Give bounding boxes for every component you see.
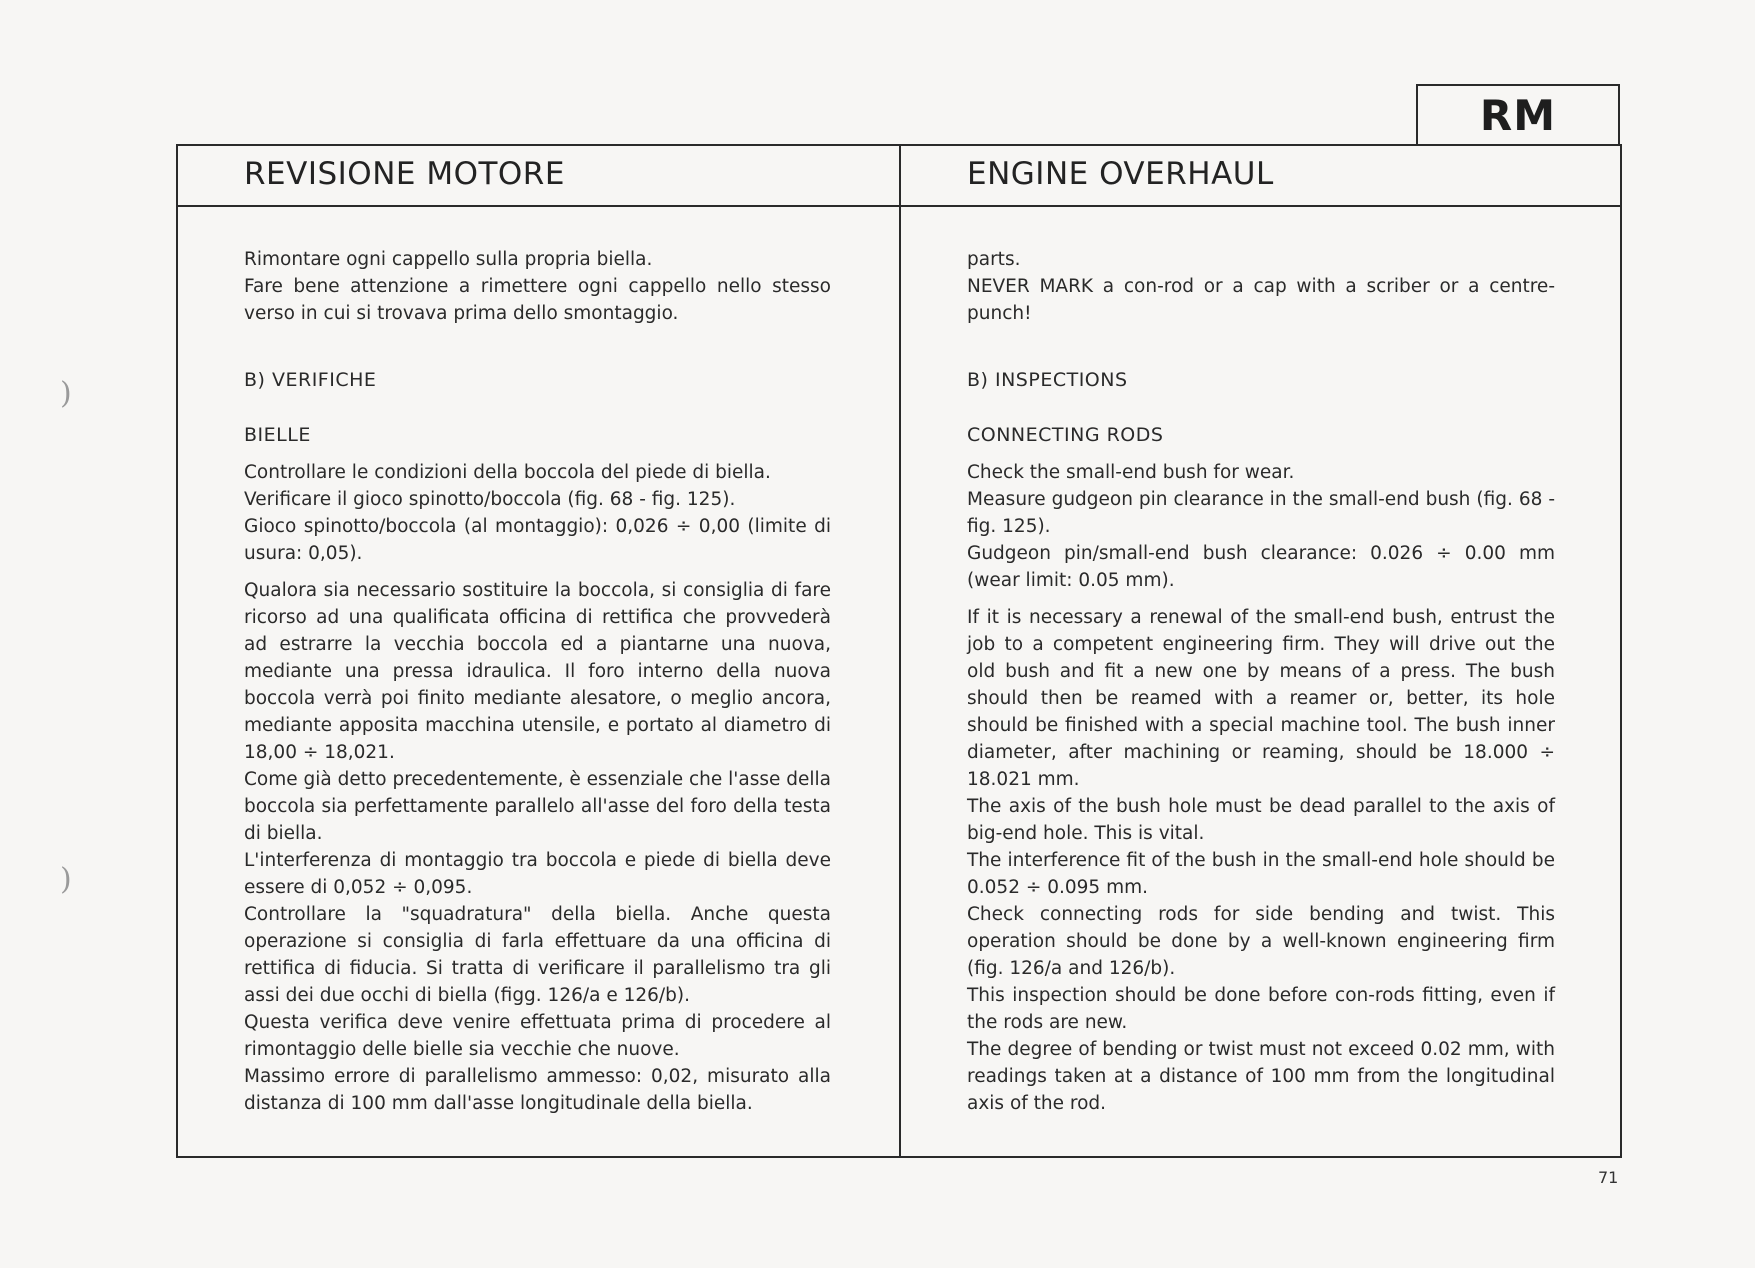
left-intro-line-2: Fare bene attenzione a rimettere ogni cappello nello stesso verso in cui si trovava prima dello smontaggio. [244, 276, 831, 324]
left-intro-line-1: Rimontare ogni cappello sulla propria biella. [244, 249, 653, 270]
left-para2-text-6: Massimo errore di parallelismo ammesso: 0,02, misurato alla distanza di 100 mm dall'asse longitudinale della biella. [244, 1066, 831, 1114]
right-column [967, 246, 1555, 1117]
left-subsection-heading: BIELLE [244, 424, 311, 446]
left-para1-line-2: Verificare il gioco spinotto/boccola (fig. 68 - fig. 125). [244, 489, 736, 510]
header-rule [176, 205, 1622, 207]
right-para1-line-2: Measure gudgeon pin clearance in the small-end bush (fig. 68 - fig. 125). [967, 489, 1555, 537]
left-para2-text-4: Controllare la "squadratura" della biella. Anche questa operazione si consiglia di farla effettuare da una officina di rettifica di fiducia. Si tratta di verificare il parallelismo tra gli assi dei due occhi di biella (figg. 126/a e 126/b). [244, 904, 831, 1006]
left-para1-line-3: Gioco spinotto/boccola (al montaggio): 0,026 ÷ 0,00 (limite di usura: 0,05). [244, 516, 831, 564]
left-para2-text-3: L'interferenza di montaggio tra boccola e piede di biella deve essere di 0,052 ÷ 0,095. [244, 850, 831, 898]
left-para2-text-5: Questa verifica deve venire effettuata prima di procedere al rimontaggio delle bielle sia vecchie che nuove. [244, 1012, 831, 1060]
left-column-title: REVISIONE MOTORE [244, 156, 565, 192]
right-para2-text-3: The interference fit of the bush in the small-end hole should be 0.052 ÷ 0.095 mm. [967, 850, 1555, 898]
binding-hole-mark-top: ) [60, 376, 72, 411]
left-para1-line-1: Controllare le condizioni della boccola del piede di biella. [244, 462, 771, 483]
left-para2-text-2: Come già detto precedentemente, è essenziale che l'asse della boccola sia perfettamente parallelo all'asse del foro della testa di biella. [244, 769, 831, 844]
column-divider [899, 144, 901, 1158]
right-subsection-heading: CONNECTING RODS [967, 424, 1164, 446]
left-column [244, 246, 831, 1117]
right-para2-text-2: The axis of the bush hole must be dead parallel to the axis of big-end hole. This is vital. [967, 796, 1555, 844]
page-number: 71 [1598, 1168, 1619, 1187]
right-para2-text-1: If it is necessary a renewal of the small-end bush, entrust the job to a competent engineering firm. They will drive out the old bush and fit a new one by means of a press. The bush should then be reamed with a reamer or, better, its hole should be finished with a special machine tool. The bush inner diameter, after machining or reaming, should be 18.000 ÷ 18.021 mm. [967, 607, 1555, 790]
right-para2-text-5: This inspection should be done before con-rods fitting, even if the rods are new. [967, 985, 1555, 1033]
left-para2-text-1: Qualora sia necessario sostituire la boccola, si consiglia di fare ricorso ad una qualificata officina di rettifica che provvederà ad estrarre la vecchia boccola ed a piantarne una nuova, mediante una pressa idraulica. Il foro interno della nuova boccola verrà poi finito mediante alesatore, o meglio ancora, mediante apposita macchina utensile, e portato al diametro di 18,00 ÷ 18,021. [244, 580, 831, 763]
section-tab-label: RM [1479, 90, 1557, 140]
right-column-title: ENGINE OVERHAUL [967, 156, 1274, 192]
right-intro-line-1: parts. [967, 249, 1021, 270]
right-para2-text-6: The degree of bending or twist must not exceed 0.02 mm, with readings taken at a distance of 100 mm from the longitudinal axis of the rod. [967, 1039, 1555, 1114]
right-para2-text-4: Check connecting rods for side bending and twist. This operation should be done by a well-known engineering firm (fig. 126/a and 126/b). [967, 904, 1555, 979]
section-tab [1416, 84, 1620, 144]
binding-hole-mark-bottom: ) [60, 862, 72, 897]
right-intro-line-2: NEVER MARK a con-rod or a cap with a scriber or a centre-punch! [967, 276, 1555, 324]
right-para1-line-1: Check the small-end bush for wear. [967, 462, 1295, 483]
left-section-heading: B) VERIFICHE [244, 369, 377, 391]
right-section-heading: B) INSPECTIONS [967, 369, 1128, 391]
right-para1-line-3: Gudgeon pin/small-end bush clearance: 0.026 ÷ 0.00 mm (wear limit: 0.05 mm). [967, 543, 1555, 591]
